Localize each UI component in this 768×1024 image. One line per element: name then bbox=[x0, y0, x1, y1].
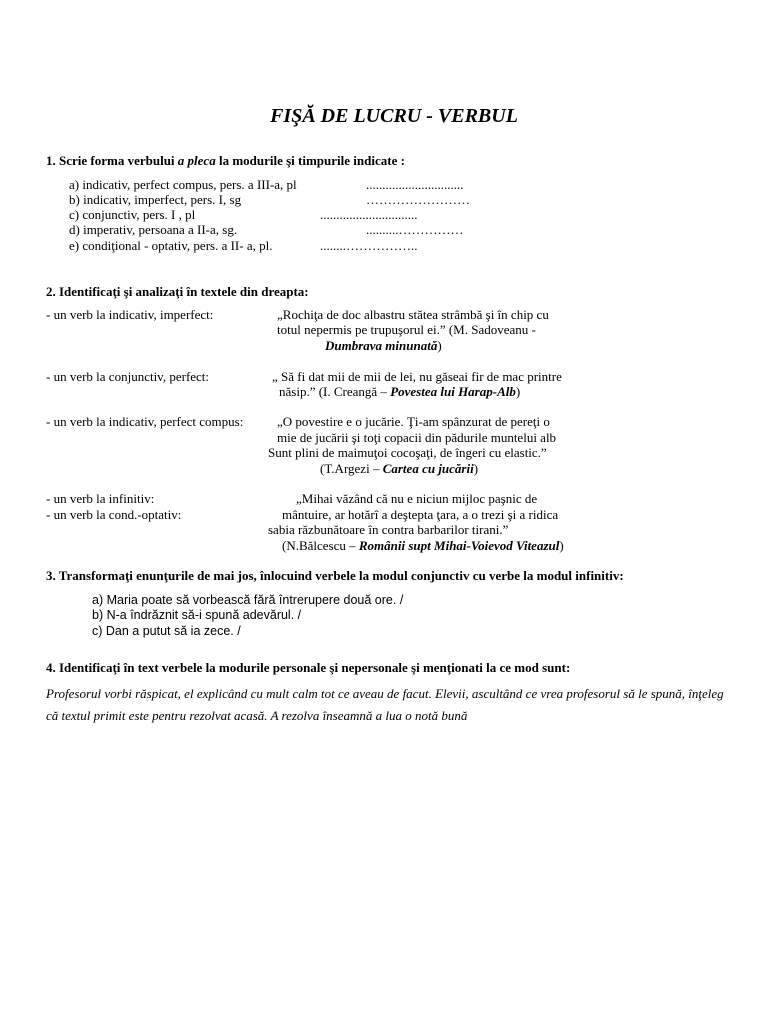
ex2-quote-3-line-1: „O povestire e o jucărie. Ţi-am spânzurat de pereţi o bbox=[277, 414, 550, 429]
ex1-heading-verb: a pleca bbox=[177, 153, 216, 168]
ex1-heading bbox=[46, 153, 405, 169]
ex1-item-b-blank: …………………… bbox=[366, 192, 470, 207]
ex1-item-d-label: d) imperativ, persoana a II-a, sg. bbox=[69, 222, 238, 237]
ex2-quote-2-work: Povestea lui Harap-Alb bbox=[390, 384, 516, 399]
ex2-quote-3-work: Cartea cu jucării bbox=[382, 461, 474, 476]
ex4-heading: 4. Identificaţi în text verbele la modurile personale şi nepersonale şi menţionati la ce mod sunt: bbox=[46, 660, 571, 675]
ex2-task-1: - un verb la indicativ, imperfect: bbox=[46, 307, 214, 322]
ex3-item-a: a) Maria poate să vorbească fără întrerupere două ore. / bbox=[92, 593, 404, 607]
ex2-quote-3-author: (T.Argezi – bbox=[320, 461, 383, 476]
ex2-quote-2-close: ) bbox=[515, 384, 521, 399]
ex2-quote-4-close: ) bbox=[559, 538, 564, 553]
ex1-item-a-label: a) indicativ, perfect compus, pers. a III-a, pl bbox=[69, 177, 297, 192]
ex2-quote-1-work: Dumbrava minunată bbox=[325, 338, 438, 353]
ex1-item-d-blank: ..........…………… bbox=[366, 222, 464, 237]
ex2-quote-1-line-1: „Rochiţa de doc albastru stătea strâmbă şi în chip cu bbox=[277, 307, 549, 322]
ex1-item-e-blank: ........…………….. bbox=[320, 238, 418, 253]
ex2-quote-3-close: ) bbox=[473, 461, 479, 476]
ex2-quote-4-line-2: mântuire, ar hotărî a deştepta ţara, a o trezi şi a ridica bbox=[282, 507, 559, 522]
ex2-quote-1-source bbox=[325, 338, 442, 354]
ex1-item-c-label: c) conjunctiv, pers. I , pl bbox=[69, 207, 196, 222]
ex2-quote-2-author: năsip.” (I. Creangă – bbox=[279, 384, 391, 399]
ex2-heading: 2. Identificaţi şi analizaţi în textele din dreapta: bbox=[46, 284, 309, 299]
ex1-item-e-label: e) condiţional - optativ, pers. a II- a, pl. bbox=[69, 238, 273, 253]
ex4-text: Profesorul vorbi răspicat, el explicând cu mult calm tot ce aveau de facut. Elevii, ascultând ce vrea profesorul să le spună, înţeleg că textul primit este pentru rezolvat acasă. A rezolva înseamnă a lua o notă bună bbox=[46, 686, 724, 723]
ex2-quote-3-source bbox=[320, 461, 478, 477]
ex1-heading-pre: 1. Scrie forma verbului bbox=[46, 153, 178, 168]
ex2-quote-2-line-1: „ Să fi dat mii de mii de lei, nu găseai fir de mac printre bbox=[272, 369, 562, 384]
page-title: FIŞĂ DE LUCRU - VERBUL bbox=[270, 105, 518, 127]
ex2-task-3: - un verb la indicativ, perfect compus: bbox=[46, 414, 244, 429]
ex3-item-b: b) N-a îndrăznit să-i spună adevărul. / bbox=[92, 608, 302, 622]
ex2-quote-4-line-3: sabia răzbunătoare în contra barbarilor tirani.” bbox=[268, 522, 509, 537]
ex3-heading: 3. Transformaţi enunţurile de mai jos, înlocuind verbele la modul conjunctiv cu verbe la modul infinitiv: bbox=[46, 568, 624, 583]
ex1-item-c-blank: .............................. bbox=[320, 207, 418, 222]
ex1-item-b-label: b) indicativ, imperfect, pers. I, sg bbox=[69, 192, 242, 207]
ex2-task-4a: - un verb la infinitiv: bbox=[46, 491, 155, 506]
ex2-quote-3-line-3: Sunt plini de maimuţoi cocoşaţi, de îngeri cu elastic.” bbox=[268, 445, 547, 460]
ex2-quote-1-close: ) bbox=[437, 338, 442, 353]
ex2-quote-2-line-2 bbox=[279, 384, 520, 400]
ex2-quote-4-source bbox=[282, 538, 564, 554]
ex3-item-c: c) Dan a putut să ia zece. / bbox=[92, 624, 241, 638]
ex2-quote-3-line-2: mie de jucării şi toţi copacii din pădurile muntelui alb bbox=[277, 430, 557, 445]
ex2-task-2: - un verb la conjunctiv, perfect: bbox=[46, 369, 210, 384]
ex2-quote-4-author: (N.Bălcescu – bbox=[282, 538, 359, 553]
ex2-task-4b: - un verb la cond.-optativ: bbox=[46, 507, 182, 522]
ex2-quote-4-work: Românii supt Mihai-Voievod Viteazul bbox=[358, 538, 560, 553]
ex1-item-a-blank: .............................. bbox=[366, 177, 464, 192]
ex2-quote-4-line-1: „Mihai văzând că nu e niciun mijloc paşnic de bbox=[296, 491, 538, 506]
ex2-quote-1-line-2: totul nepermis pe trupuşorul ei.” (M. Sadoveanu - bbox=[277, 322, 536, 337]
ex1-heading-post: la modurile şi timpurile indicate : bbox=[215, 153, 405, 168]
